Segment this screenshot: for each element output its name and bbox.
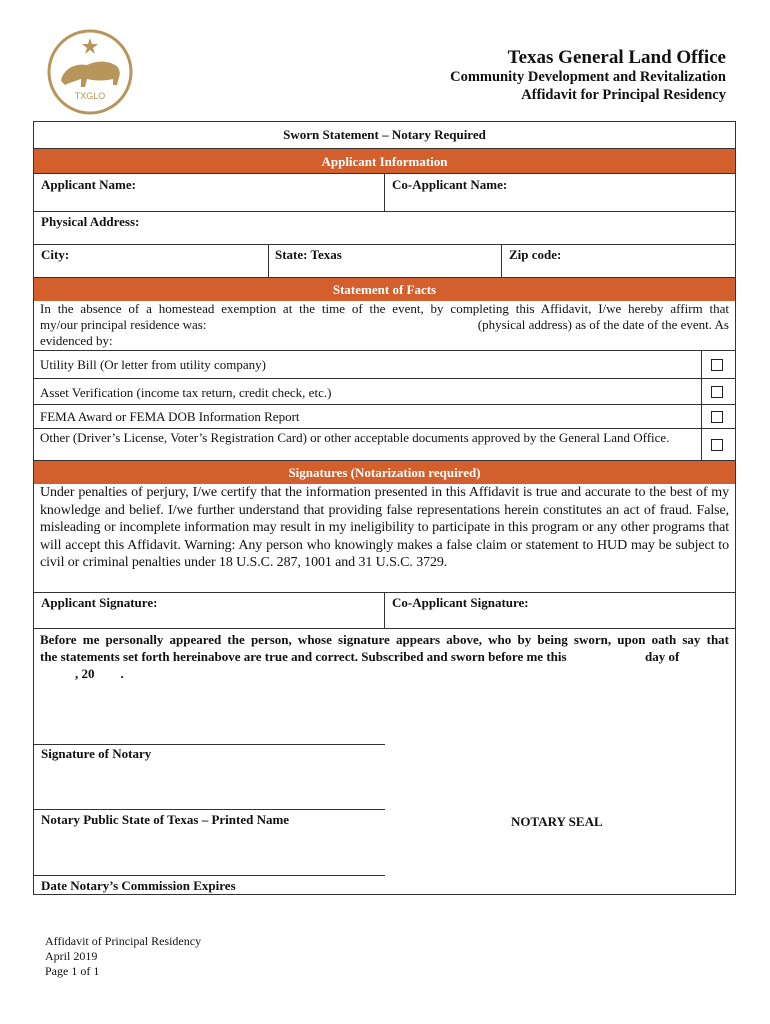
notary-statement-day-of: day of xyxy=(645,649,680,664)
footer-page-number: Page 1 of 1 xyxy=(45,964,100,978)
signatures-header: Signatures (Notarization required) xyxy=(34,460,735,484)
option-row-fema xyxy=(34,404,735,428)
option-label: Asset Verification (income tax return, credit check, etc.) xyxy=(40,385,332,400)
notary-statement-year: , 20 . xyxy=(75,666,124,681)
facts-line-2-end: (physical address) as of the date of the event. As xyxy=(477,317,729,332)
facts-line-3: evidenced by: xyxy=(40,333,113,348)
option-label: FEMA Award or FEMA DOB Information Report xyxy=(40,409,300,424)
applicant-signature-field[interactable]: Applicant Signature: xyxy=(41,595,158,610)
page-title: Texas General Land Office xyxy=(507,47,726,68)
facts-paragraph xyxy=(34,301,735,350)
logo-text: TXGLO xyxy=(74,91,106,101)
notary-signature-field[interactable]: Signature of Notary xyxy=(41,746,152,761)
option-label: Other (Driver’s License, Voter’s Registration Card) or other acceptable documents approved by the General Land Office. xyxy=(40,430,670,445)
signature-row xyxy=(34,592,735,628)
sworn-statement-title: Sworn Statement – Notary Required xyxy=(283,127,486,142)
page-subtitle-program: Community Development and Revitalization xyxy=(450,69,726,85)
facts-line-1: In the absence of a homestead exemption at the time of the event, by completing this Affidavit, I/we hereby affirm that xyxy=(40,301,729,316)
txglo-logo xyxy=(47,29,133,115)
fema-award-checkbox[interactable] xyxy=(711,411,723,423)
applicant-name-field[interactable]: Applicant Name: xyxy=(41,177,136,192)
facts-line-2-start: my/our principal residence was: xyxy=(40,317,207,332)
option-row-asset-verification xyxy=(34,378,735,404)
other-documents-checkbox[interactable] xyxy=(711,439,723,451)
notary-printed-name-field[interactable]: Notary Public State of Texas – Printed Name xyxy=(41,812,290,827)
star-icon xyxy=(82,38,98,54)
notary-seal-label: NOTARY SEAL xyxy=(511,814,603,829)
state-field: State: Texas xyxy=(275,247,342,262)
physical-address-field[interactable]: Physical Address: xyxy=(41,214,140,229)
option-row-utility-bill xyxy=(34,350,735,378)
affidavit-form xyxy=(33,121,736,895)
notary-statement-line-2: the statements set forth hereinabove are true and correct. Subscribed and sworn before me this xyxy=(40,649,567,664)
city-field[interactable]: City: xyxy=(41,247,70,262)
option-label: Utility Bill (Or letter from utility company) xyxy=(40,357,267,372)
penalty-paragraph-container xyxy=(34,484,735,592)
notary-commission-expires-field[interactable]: Date Notary’s Commission Expires xyxy=(41,878,236,893)
footer-form-name: Affidavit of Principal Residency xyxy=(45,934,202,948)
notary-statement-line-1: Before me personally appeared the person, whose signature appears above, who by being sworn, upon oath say that xyxy=(40,632,729,647)
penalty-paragraph: Under penalties of perjury, I/we certify that the information presented in this Affidavit is true and accurate to the best of my knowledge and belief. I/we further understand that providing false representations herein constitutes an act of fraud. False, misleading or incomplete information may result in my ineligibility to participate in this program or any other programs that will accept this Affidavit. Warning: Any person who knowingly makes a false claim or statement to HUD may be subject to civil or criminal penalties under 18 U.S.C. 287, 1001 and 31 U.S.C. 3729. xyxy=(40,485,729,570)
zip-code-field[interactable]: Zip code: xyxy=(509,247,562,262)
coapplicant-signature-field[interactable]: Co-Applicant Signature: xyxy=(392,595,529,610)
footer-date: April 2019 xyxy=(45,949,98,963)
name-row xyxy=(34,173,735,211)
address-row xyxy=(34,211,735,244)
page-subtitle-form: Affidavit for Principal Residency xyxy=(521,87,726,103)
option-row-other xyxy=(34,428,735,460)
notary-section xyxy=(34,628,735,894)
city-state-zip-row xyxy=(34,244,735,277)
bison-icon xyxy=(61,62,120,87)
utility-bill-checkbox[interactable] xyxy=(711,359,723,371)
coapplicant-name-field[interactable]: Co-Applicant Name: xyxy=(392,177,508,192)
statement-of-facts-header: Statement of Facts xyxy=(34,277,735,301)
asset-verification-checkbox[interactable] xyxy=(711,386,723,398)
applicant-information-header: Applicant Information xyxy=(34,148,735,173)
